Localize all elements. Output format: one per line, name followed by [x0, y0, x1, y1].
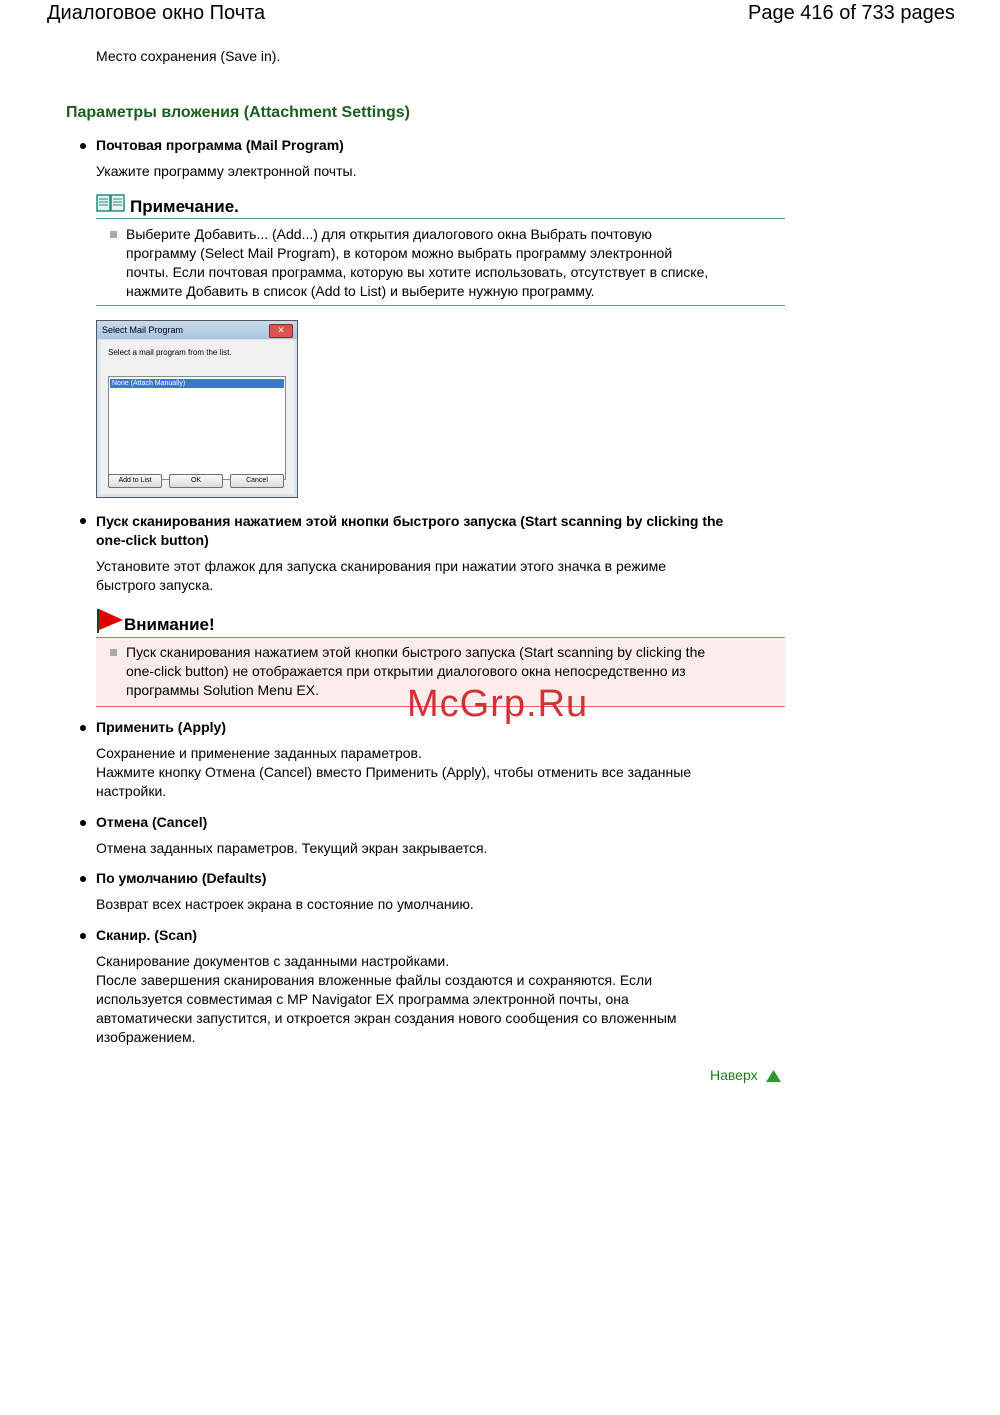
intro-text: Место сохранения (Save in).: [96, 48, 281, 64]
bullet-icon: [80, 518, 86, 524]
defaults-heading: По умолчанию (Defaults): [96, 870, 267, 886]
start-scan-heading-1: Пуск сканирования нажатием этой кнопки быстрого запуска (Start scanning by clicking the: [96, 513, 724, 529]
arrow-up-icon[interactable]: [765, 1069, 782, 1083]
note-line-2: программу (Select Mail Program), в котором можно выбрать программу электронной: [126, 245, 673, 261]
warning-title: Внимание!: [124, 615, 215, 634]
add-to-list-button[interactable]: Add to List: [108, 474, 162, 488]
bullet-icon: [80, 820, 86, 826]
ok-button[interactable]: OK: [169, 474, 223, 488]
scan-line-4: автоматически запустится, и откроется экран создания нового сообщения со вложенным: [96, 1010, 677, 1026]
section-title: Параметры вложения (Attachment Settings): [66, 104, 410, 121]
flag-icon: [96, 608, 124, 634]
dialog-body: [100, 340, 294, 494]
bullet-icon: [80, 143, 86, 149]
apply-line-2: Нажмите кнопку Отмена (Cancel) вместо Применить (Apply), чтобы отменить все заданные: [96, 764, 692, 780]
book-icon: [96, 193, 126, 213]
bullet-icon: [80, 933, 86, 939]
cancel-desc: Отмена заданных параметров. Текущий экран закрывается.: [96, 840, 488, 856]
scan-heading: Сканир. (Scan): [96, 927, 198, 943]
warning-line-1: Пуск сканирования нажатием этой кнопки быстрого запуска (Start scanning by clicking the: [126, 644, 706, 660]
mail-program-desc: Укажите программу электронной почты.: [96, 163, 357, 179]
back-to-top-link[interactable]: [710, 1067, 758, 1083]
list-item-label: None (Attach Manually): [112, 380, 186, 387]
cancel-button[interactable]: Cancel: [230, 474, 284, 488]
dialog-prompt: Select a mail program from the list.: [108, 348, 232, 357]
list-item[interactable]: [110, 379, 284, 388]
dialog-title: Select Mail Program: [102, 325, 184, 335]
scan-line-2: После завершения сканирования вложенные файлы создаются и сохраняются. Если: [96, 972, 653, 988]
bullet-icon: [80, 725, 86, 731]
square-bullet-icon: [110, 231, 117, 238]
bullet-icon: [80, 876, 86, 882]
mail-program-heading: Почтовая программа (Mail Program): [96, 137, 344, 153]
note-top-divider: [96, 218, 785, 219]
mail-program-list[interactable]: [108, 376, 286, 480]
close-icon[interactable]: ✕: [269, 324, 293, 338]
apply-line-3: настройки.: [96, 783, 167, 799]
back-to-top-label: Наверх: [710, 1067, 758, 1083]
start-scan-heading-2: one-click button): [96, 532, 209, 548]
scan-line-1: Сканирование документов с заданными настройками.: [96, 953, 450, 969]
warning-line-3: программы Solution Menu EX.: [126, 682, 319, 698]
start-scan-desc-2: быстрого запуска.: [96, 577, 214, 593]
note-line-3: почты. Если почтовая программа, которую вы хотите использовать, отсутствует в списке,: [126, 264, 709, 280]
scan-line-5: изображением.: [96, 1029, 196, 1045]
apply-line-1: Сохранение и применение заданных параметров.: [96, 745, 422, 761]
note-line-4: нажмите Добавить в список (Add to List) и выберите нужную программу.: [126, 283, 595, 299]
select-mail-program-dialog: [96, 320, 298, 498]
scan-line-3: используется совместимая с MP Navigator EX программа электронной почты, она: [96, 991, 629, 1007]
square-bullet-icon: [110, 649, 117, 656]
note-line-1: Выберите Добавить... (Add...) для открытия диалогового окна Выбрать почтовую: [126, 226, 652, 242]
page-header-title: Диалоговое окно Почта: [47, 2, 266, 24]
note-title: Примечание.: [130, 197, 239, 216]
start-scan-desc-1: Установите этот флажок для запуска сканирования при нажатии этого значка в режиме: [96, 558, 666, 574]
page-counter: Page 416 of 733 pages: [748, 2, 955, 24]
note-bottom-divider: [96, 305, 785, 306]
warning-line-2: one-click button) не отображается при открытии диалогового окна непосредственно из: [126, 663, 686, 679]
watermark: McGrp.Ru: [407, 683, 589, 725]
dialog-titlebar: [97, 321, 297, 339]
apply-heading: Применить (Apply): [96, 719, 226, 735]
defaults-desc: Возврат всех настроек экрана в состояние по умолчанию.: [96, 896, 474, 912]
cancel-heading: Отмена (Cancel): [96, 814, 208, 830]
